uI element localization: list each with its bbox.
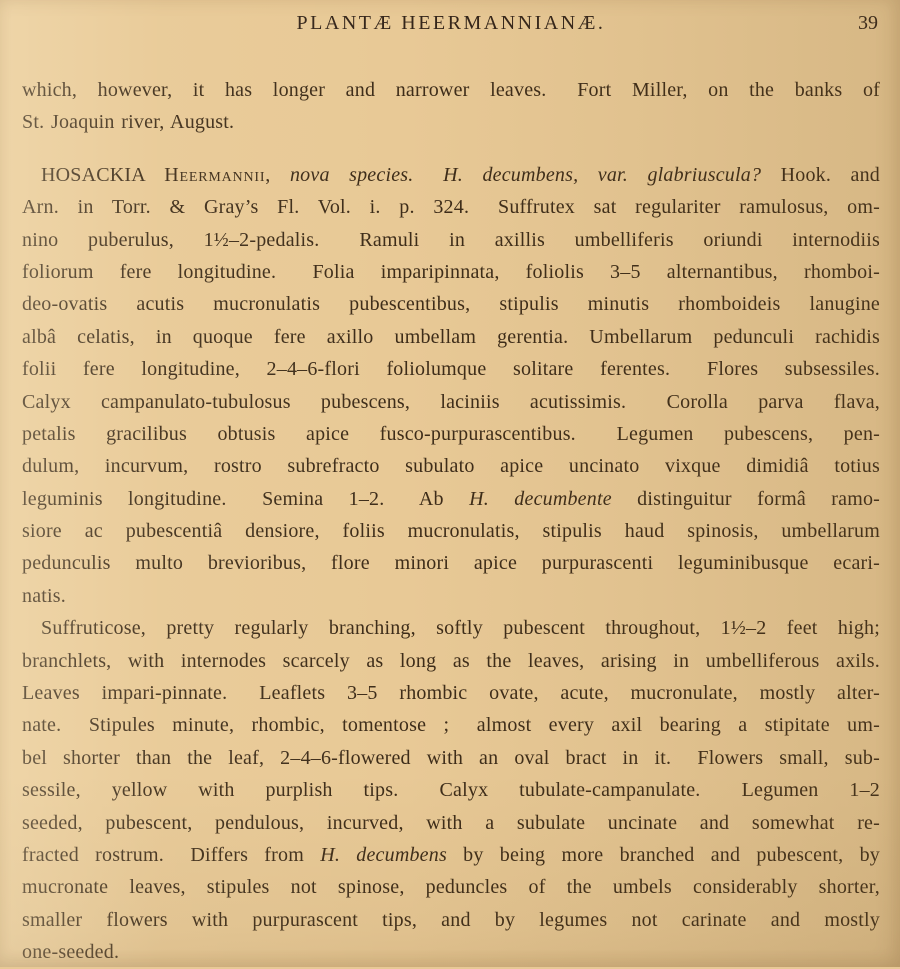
text-line bbox=[22, 483, 880, 515]
text-line bbox=[22, 677, 880, 709]
text-line bbox=[22, 191, 880, 223]
text-line bbox=[22, 386, 880, 418]
text-segment: seeded, pubescent, pendulous, incurved, with a subulate uncinate and somewhat re- bbox=[22, 811, 880, 834]
text-segment: Arn. in Torr. & Gray’s Fl. Vol. i. p. 324. Suffrutex sat regulariter ramulosus, om- bbox=[22, 196, 880, 219]
text-segment: one-seeded. bbox=[22, 941, 120, 964]
text-segment: sessile, yellow with purplish tips. Calyx tubulate-campanulate. Legumen 1–2 bbox=[22, 779, 880, 802]
page-number: 39 bbox=[858, 12, 878, 34]
text-line bbox=[22, 515, 880, 547]
text-line bbox=[22, 418, 880, 450]
text-segment: nate. Stipules minute, rhombic, tomentose ; almost every axil bearing a stipitate um- bbox=[22, 714, 880, 737]
text-line bbox=[22, 807, 880, 839]
text-line bbox=[22, 159, 880, 191]
text-segment: foliorum fere longitudine. Folia imparipinnata, foliolis 3–5 alternantibus, rhomboi- bbox=[22, 260, 880, 283]
text-segment: Leaves impari-pinnate. Leaflets 3–5 rhombic ovate, acute, mucronulate, mostly alter- bbox=[22, 682, 880, 705]
text-line bbox=[22, 709, 880, 741]
text-line bbox=[22, 450, 880, 482]
text-segment: mucronate leaves, stipules not spinose, peduncles of the umbels considerably shorter, bbox=[22, 876, 880, 899]
text-segment: albâ celatis, in quoque fere axillo umbellam gerentia. Umbellarum pedunculi rachidis bbox=[22, 325, 880, 348]
paragraph bbox=[22, 74, 880, 139]
text-segment: natis. bbox=[22, 584, 66, 607]
text-segment: petalis gracilibus obtusis apice fusco-purpurascentibus. Legumen pubescens, pen- bbox=[22, 422, 880, 445]
text-line bbox=[22, 256, 880, 288]
text-line bbox=[22, 547, 880, 579]
text-segment: which, however, it has longer and narrower leaves. Fort Miller, on the banks of bbox=[22, 79, 880, 101]
text-line bbox=[22, 288, 880, 320]
text-segment: pedunculis multo brevioribus, flore minori apice purpurascenti leguminibusque ecari- bbox=[22, 552, 880, 575]
text-segment: branchlets, with internodes scarcely as long as the leaves, arising in umbelliferous axils. bbox=[22, 649, 880, 672]
text-segment: leguminis longitudine. Semina 1–2. Ab bbox=[22, 487, 470, 510]
text-segment: H. decumbens, var. glabriuscula? bbox=[443, 163, 762, 186]
text-line bbox=[22, 580, 880, 612]
text-line bbox=[22, 353, 880, 385]
text-segment: by being more branched and pubescent, by bbox=[446, 843, 880, 866]
text-segment: Hook. and bbox=[761, 163, 880, 186]
paragraph bbox=[22, 159, 880, 612]
text-segment: nova species. bbox=[289, 163, 414, 186]
text-line bbox=[22, 224, 880, 256]
text-line bbox=[22, 742, 880, 774]
text-line bbox=[22, 321, 880, 353]
text-segment: bel shorter than the leaf, 2–4–6-flowered with an oval bract in it. Flowers small, sub- bbox=[22, 746, 880, 769]
text-segment: distinguitur formâ ramo- bbox=[611, 487, 880, 510]
text-line bbox=[22, 871, 880, 903]
text-segment: St. Joaquin river, August. bbox=[22, 111, 235, 134]
page-body bbox=[22, 74, 880, 969]
text-line bbox=[22, 74, 880, 106]
text-segment: nino puberulus, 1½–2-pedalis. Ramuli in axillis umbelliferis oriundi internodiis bbox=[22, 228, 880, 251]
text-segment: H. decumbens bbox=[320, 843, 447, 866]
paragraph bbox=[22, 612, 880, 968]
text-segment: Suffruticose, pretty regularly branching, softly pubescent throughout, 1½–2 feet high; bbox=[41, 617, 880, 640]
text-segment: siore ac pubescentiâ densiore, foliis mucronulatis, stipulis haud spinosis, umbellarum bbox=[22, 520, 880, 543]
text-segment: Heermannii bbox=[164, 163, 266, 186]
running-title: PLANTÆ HEERMANNIANÆ. bbox=[296, 12, 606, 34]
text-line bbox=[22, 774, 880, 806]
text-line bbox=[22, 645, 880, 677]
text-segment: folii fere longitudine, 2–4–6-flori foliolumque solitare ferentes. Flores subsessiles. bbox=[22, 358, 880, 381]
text-segment: H. decumbente bbox=[469, 487, 612, 510]
text-line bbox=[22, 612, 880, 644]
text-segment: , bbox=[265, 163, 290, 186]
text-segment: HOSACKIA bbox=[41, 163, 165, 186]
text-segment: dulum, incurvum, rostro subrefracto subulato apice uncinato vixque dimidiâ totius bbox=[22, 455, 880, 478]
text-line bbox=[22, 904, 880, 936]
text-line bbox=[22, 936, 880, 968]
text-segment bbox=[413, 164, 443, 186]
text-segment: deo-ovatis acutis mucronulatis pubescentibus, stipulis minutis rhomboideis lanugine bbox=[22, 293, 880, 316]
page-header bbox=[22, 12, 880, 38]
text-segment: Calyx campanulato-tubulosus pubescens, laciniis acutissimis. Corolla parva flava, bbox=[22, 390, 880, 413]
text-segment: fracted rostrum. Differs from bbox=[22, 843, 321, 866]
text-line bbox=[22, 106, 880, 138]
text-segment: smaller flowers with purpurascent tips, and by legumes not carinate and mostly bbox=[22, 908, 880, 931]
text-line bbox=[22, 839, 880, 871]
